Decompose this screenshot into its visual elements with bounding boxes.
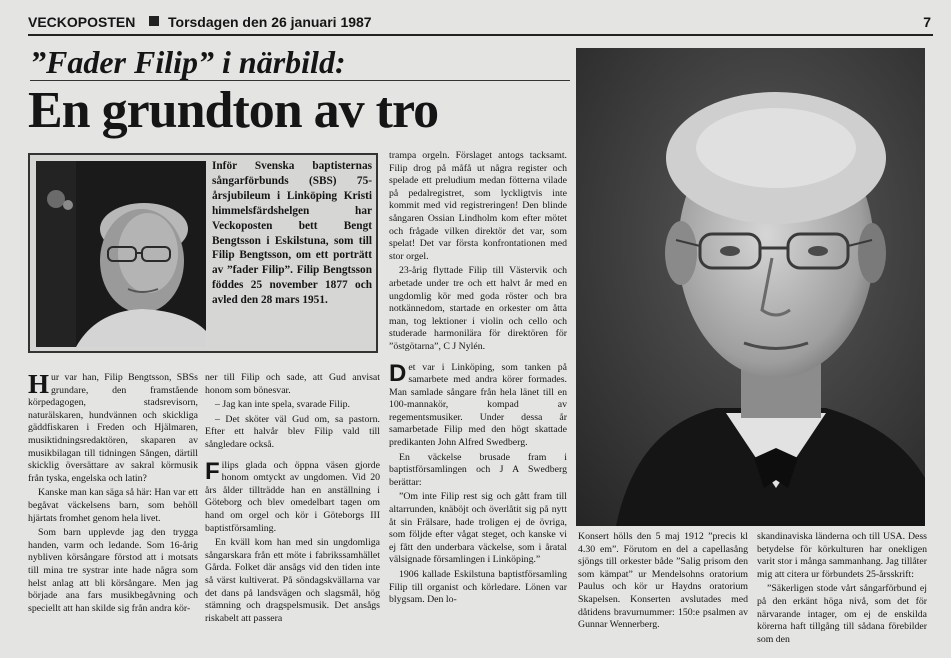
caption-column-2: [757, 531, 927, 658]
paragraph: ”Säkerligen stode vårt sångarförbund ej på den erkänt höga nivå, som det för närvarande intager, om ej de enskilda körerna haft tillgång till sådana förebilder som den: [757, 583, 927, 645]
drop-cap: F: [205, 457, 220, 485]
article-column-2: [205, 372, 380, 658]
newspaper-name: VECKOPOSTEN: [28, 14, 136, 30]
drop-cap: H: [28, 372, 50, 399]
paragraph: Som barn upplevde jag den trygga handen, varm och ledande. Som 16-årig nybliven körsångare förstod att i motsats till mina tre systrar inte hade några som helst anlag att bli körsångare. Men jag började ana fars musikbegåvning och speciellt att han skilde sig från andra kör-: [28, 527, 198, 614]
paragraph: trampa orgeln. Förslaget antogs tacksamt. Filip drog på måfå ut några register och spelade ett preludium medan fötterna vilade på pedalregistret, som lyckligtvis inte kommit med vid registreringen! Den blinde sångaren Ossian Lindholm kom efter mötet och frågade vilken direktör det var, som spelat! Det var första konfrontationen med stor orgel.: [389, 150, 567, 262]
paragraph: 1906 kallade Eskilstuna baptistförsamling Filip till organist och körledare. Lönen var blygsam. Den lo-: [389, 569, 567, 606]
article-column-3: [389, 150, 567, 658]
author-portrait-image: [36, 161, 206, 347]
paragraph: Kanske man kan säga så här: Han var ett begåvat väckelsens barn, som behöll hjärtats fromhet genom hela livet.: [28, 487, 198, 524]
author-photo: [36, 161, 206, 347]
paragraph: En väckelse brusade fram i baptistförsamlingen och J A Swedberg berättar:: [389, 451, 567, 488]
intro-text: Inför Svenska baptisternas sångarförbunds (SBS) 75-årsjubileum i Linköping Kristi himmelsfärdshelgen har Veckoposten bett Bengt Bengtsson i Eskilstuna, som till Filip Bengtsson, om ett porträtt av ”fader Filip”. Filip Bengtsson föddes 25 november 1877 och avled den 28 mars 1951.: [212, 160, 372, 307]
page-number: 7: [923, 14, 931, 30]
main-headline: En grundton av tro: [28, 82, 439, 139]
intro-box: [28, 153, 378, 353]
kicker-underline: [30, 80, 570, 81]
filip-portrait-photo: [576, 48, 925, 526]
filip-portrait-image: [576, 48, 925, 526]
caption-column-1: [578, 531, 748, 658]
issue-date: Torsdagen den 26 januari 1987: [168, 14, 372, 30]
square-bullet-icon: [149, 16, 159, 26]
paragraph: skandinaviska länderna och till USA. Dess betydelse för körkulturen har onekligen varit stor i många sammanhang. Jag tillåter mig att citera ur förbundets 25-årsskrift:: [757, 531, 927, 580]
paragraph: et var i Linköping, som tanken på samarbete med andra körer formades. Man samlade sångare från hela länet till en 100-mannakör, kompad av regementsmusiker. Under dessa år samarbetade Filip med den högt skattade predikanten John Alfred Swedberg.: [389, 361, 567, 449]
paragraph: ”Om inte Filip rest sig och gått fram till altarrunden, knäböjt och överlåtit sig på nytt åt sin Frälsare, hade troligen ej de övriga, som följde efter vågat steget, och kanske vi ej fått den underbara väckelse, som i åratal välsignade församlingen i Linköping.”: [389, 491, 567, 566]
page-header: [28, 12, 933, 36]
paragraph: ilips glada och öppna väsen gjorde honom omtyckt av ungdomen. Vid 20 års ålder tillträdde han en anställning i Göteborg och blev omedelbart tagen om hand om orgel och kör i Göteborgs III baptistförsamling.: [205, 459, 380, 534]
drop-cap: D: [389, 359, 407, 387]
paragraph: – Jag kan inte spela, svarade Filip.: [215, 399, 350, 411]
paragraph: En kväll kom han med sin ungdomliga sångarskara från ett möte i fabrikssamhället Gårda. Folket där ansågs vid den tiden inte så värst kultiverat. På söndagskvällarna var det dans på landsvägen och slagsmål, hög stämning och dragspelsmusik. Det ansågs riskabelt att passera: [205, 537, 380, 624]
paragraph: ner till Filip och sade, att Gud anvisat honom som bönesvar.: [205, 372, 380, 396]
paragraph: ur var han, Filip Bengtsson, SBSs grundare, den framstående körpedagogen, stadsrevisorn, naturälskaren, hundvännen och skickliga gäddfiskaren i Freden och Hjälmaren, musiktidningsredaktören, skaparen av musikbilagan till tidningen Sången, därtill skicklig översättare av sakral körmusik från tyska, engelska och latin?: [28, 372, 198, 484]
paragraph: Konsert hölls den 5 maj 1912 ”precis kl 4.30 em”. Förutom en del a capellasång sjöngs till orkester både ”Salig prisom den som kämpat” ur Mendelsohns oratorium Paulus och kör ur Haydns oratorium Skapelsen. Konserten avslutades med dåtidens bravurnummer: 150:e psalmen av Gunnar Wennerberg.: [578, 531, 748, 631]
paragraph: 23-årig flyttade Filip till Västervik och arbetade under tre och ett halvt år med en ungdomlig kör med goda röster och bra notkännedom, startade en orkester om åtta man, tog lektioner i violin och cello och studerade harmonilära för direktören för ”östgötarna”, C J Nylén.: [389, 265, 567, 352]
kicker-headline: ”Fader Filip” i närbild:: [30, 44, 346, 80]
article-column-1: [28, 372, 198, 658]
paragraph: – Det sköter väl Gud om, sa pastorn. Efter ett halvår blev Filip vald till sångledare också.: [205, 413, 380, 450]
